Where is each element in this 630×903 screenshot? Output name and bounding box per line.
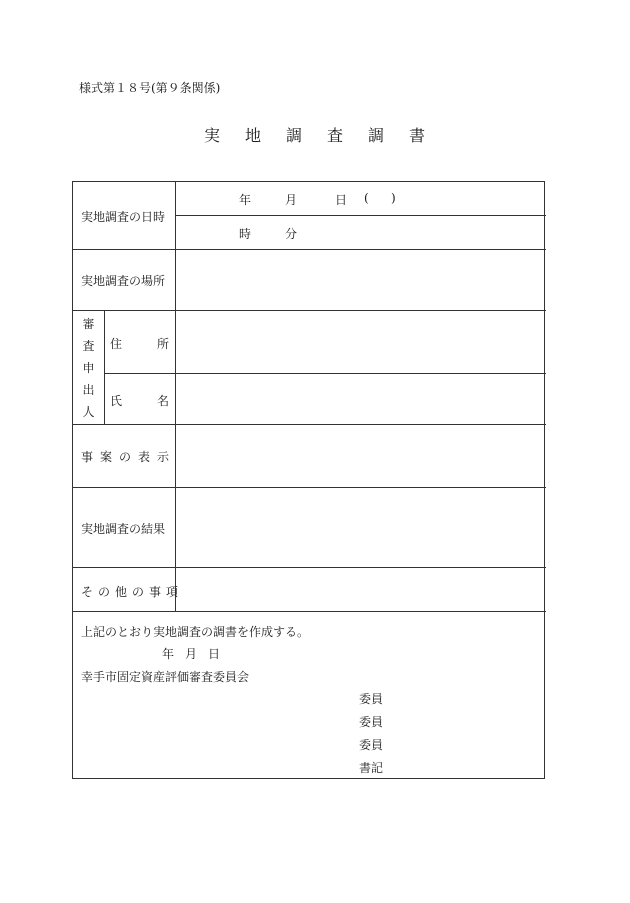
applicant-label-char: 査	[82, 339, 95, 353]
committee-name: 幸手市固定資産評価審査委員会	[81, 670, 250, 684]
row-divider	[73, 310, 546, 311]
applicant-column-divider	[104, 310, 105, 424]
address-label-char: 住	[110, 337, 123, 351]
case-label: 事案の表示	[81, 450, 177, 464]
date-day: 日	[335, 193, 348, 207]
time-minute: 分	[285, 227, 298, 241]
datetime-inner-divider	[175, 215, 546, 216]
result-label: 実地調査の結果	[81, 522, 166, 536]
signature-line: 委員	[359, 692, 384, 706]
form-number: 様式第１８号(第９条関係)	[79, 81, 221, 95]
footer-date-day: 日	[208, 647, 221, 661]
row-divider	[73, 611, 546, 612]
applicant-label-char: 申	[82, 361, 95, 375]
address-label-char: 所	[157, 337, 170, 351]
applicant-label-char: 出	[82, 383, 95, 397]
row-divider	[73, 567, 546, 568]
title-char: 書	[409, 126, 427, 145]
signature-line: 委員	[359, 738, 384, 752]
other-label: その他の事項	[81, 585, 184, 599]
footer-date-year: 年	[162, 647, 175, 661]
date-month: 月	[285, 193, 298, 207]
signature-line: 委員	[359, 715, 384, 729]
name-label-char: 名	[157, 394, 170, 408]
date-weekday-open: (	[364, 191, 369, 205]
page-title	[0, 123, 630, 146]
title-char: 査	[327, 126, 345, 145]
applicant-inner-divider	[104, 373, 546, 374]
date-year: 年	[239, 193, 252, 207]
applicant-label-char: 審	[82, 317, 95, 331]
footer-date-month: 月	[185, 647, 198, 661]
applicant-label-char: 人	[82, 405, 95, 419]
title-char: 調	[368, 126, 386, 145]
label-column-divider	[175, 182, 176, 611]
date-weekday-close: )	[391, 191, 396, 205]
time-hour: 時	[239, 227, 252, 241]
signature-line: 書記	[359, 761, 384, 775]
title-char: 地	[244, 126, 262, 145]
place-label: 実地調査の場所	[81, 274, 166, 288]
datetime-label: 実地調査の日時	[81, 210, 166, 224]
statement: 上記のとおり実地調査の調書を作成する。	[81, 625, 310, 639]
row-divider	[73, 487, 546, 488]
survey-form	[72, 181, 545, 779]
row-divider	[73, 424, 546, 425]
title-char: 実	[203, 126, 221, 145]
title-char: 調	[285, 126, 303, 145]
row-divider	[73, 249, 546, 250]
name-label-char: 氏	[110, 394, 123, 408]
